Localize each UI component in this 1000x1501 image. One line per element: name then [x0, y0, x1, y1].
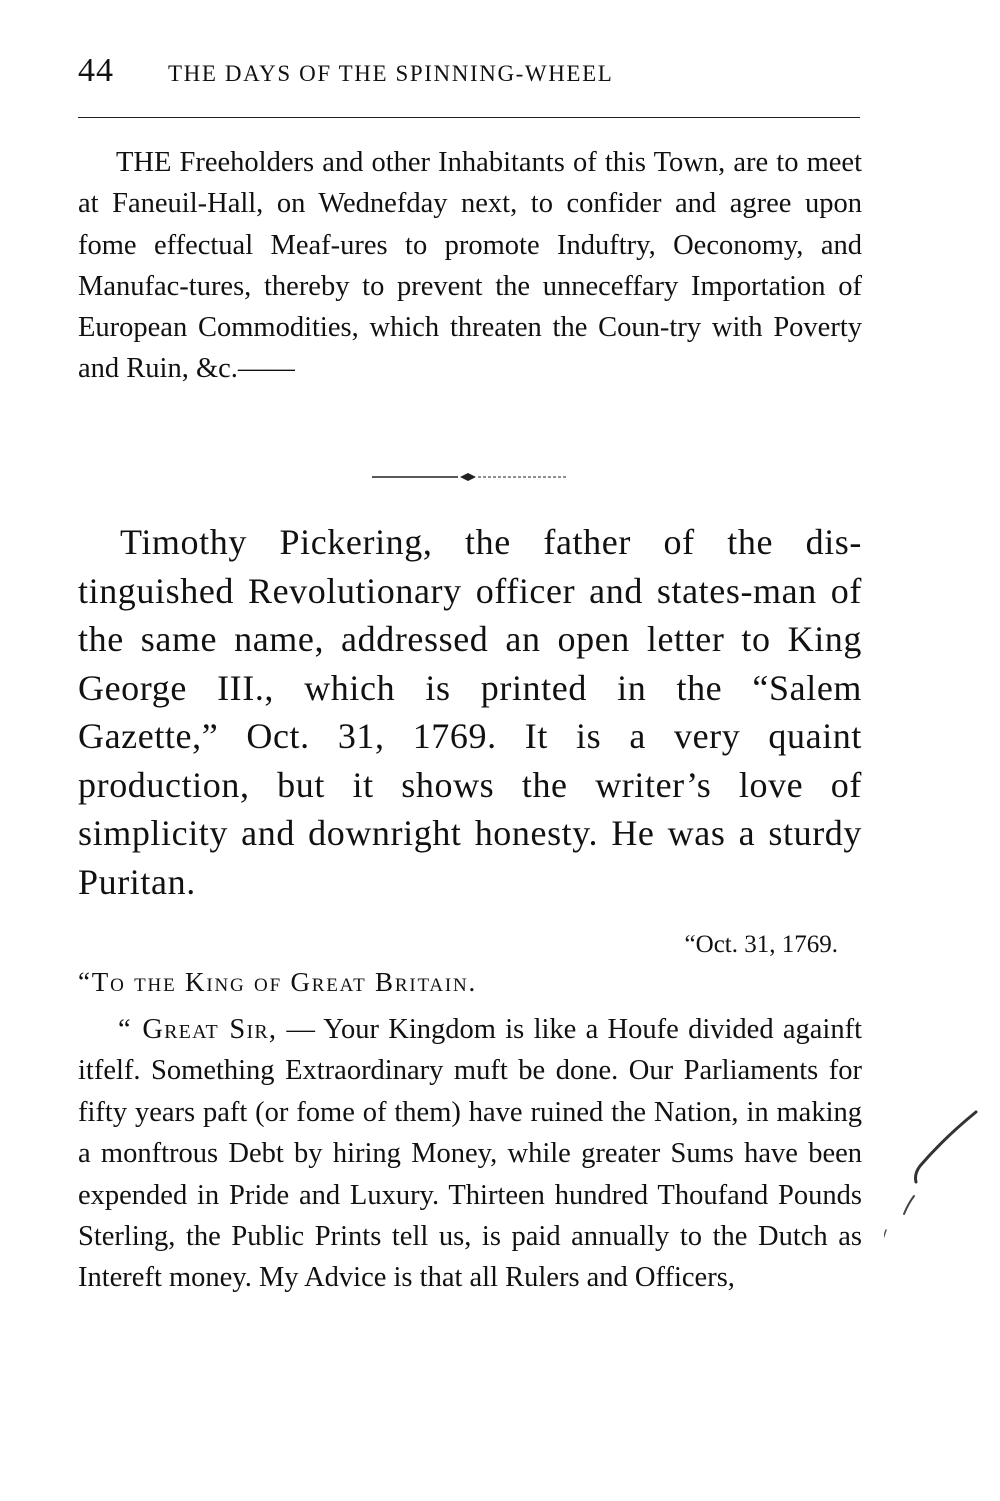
letter-address: “To the King of Great Britain. [78, 967, 478, 997]
letter-text: — Your Kingdom is like a Houfe divided againft itfelf. Something Extraordinary muft be done. Our Parliaments for fifty years paft (or fome of them) have ruined the Nation, in making a monftrous Debt by hiring Money, while greater Sums have been expended in Pride and Luxury. Thirteen hundred Thoufand Pounds Sterling, the Public Prints tell us, is paid annually to the Dutch as Intereft money. My Advice is that all Rulers and Officers, [78, 1014, 863, 1294]
page-number: 44 [78, 52, 114, 89]
body-paragraph: Timothy Pickering, the father of the dis-tinguished Revolutionary officer and states-man of the same name, addressed an open letter to King George III., which is printed in the “Salem Gazette,” Oct. 31, 1769. It is a very quaint production, but it shows the writer’s love of simplicity and downright honesty. He was a sturdy Puritan. [78, 522, 862, 902]
letter-date: “Oct. 31, 1769. [684, 931, 838, 958]
newspaper-notice: THE Freeholders and other Inhabitants of this Town, are to meet at Faneuil-Hall, on Wednefday next, to confider and agree upon fome effectual Meaf-ures to promote Induftry, Oeconomy, and Manufac-tures, thereby to prevent the unneceffary Importation of European Commodities, which threaten the Coun-try with Poverty and Ruin, &c.—— [78, 147, 862, 385]
section-divider-ornament [372, 470, 568, 484]
header-rule [78, 117, 860, 118]
running-head [78, 52, 868, 92]
letter-body [78, 1009, 862, 1299]
running-title: THE DAYS OF THE SPINNING-WHEEL [168, 61, 614, 86]
pencil-margin-mark [884, 1108, 984, 1408]
letter-salutation: “ Great Sir, [118, 1014, 278, 1045]
